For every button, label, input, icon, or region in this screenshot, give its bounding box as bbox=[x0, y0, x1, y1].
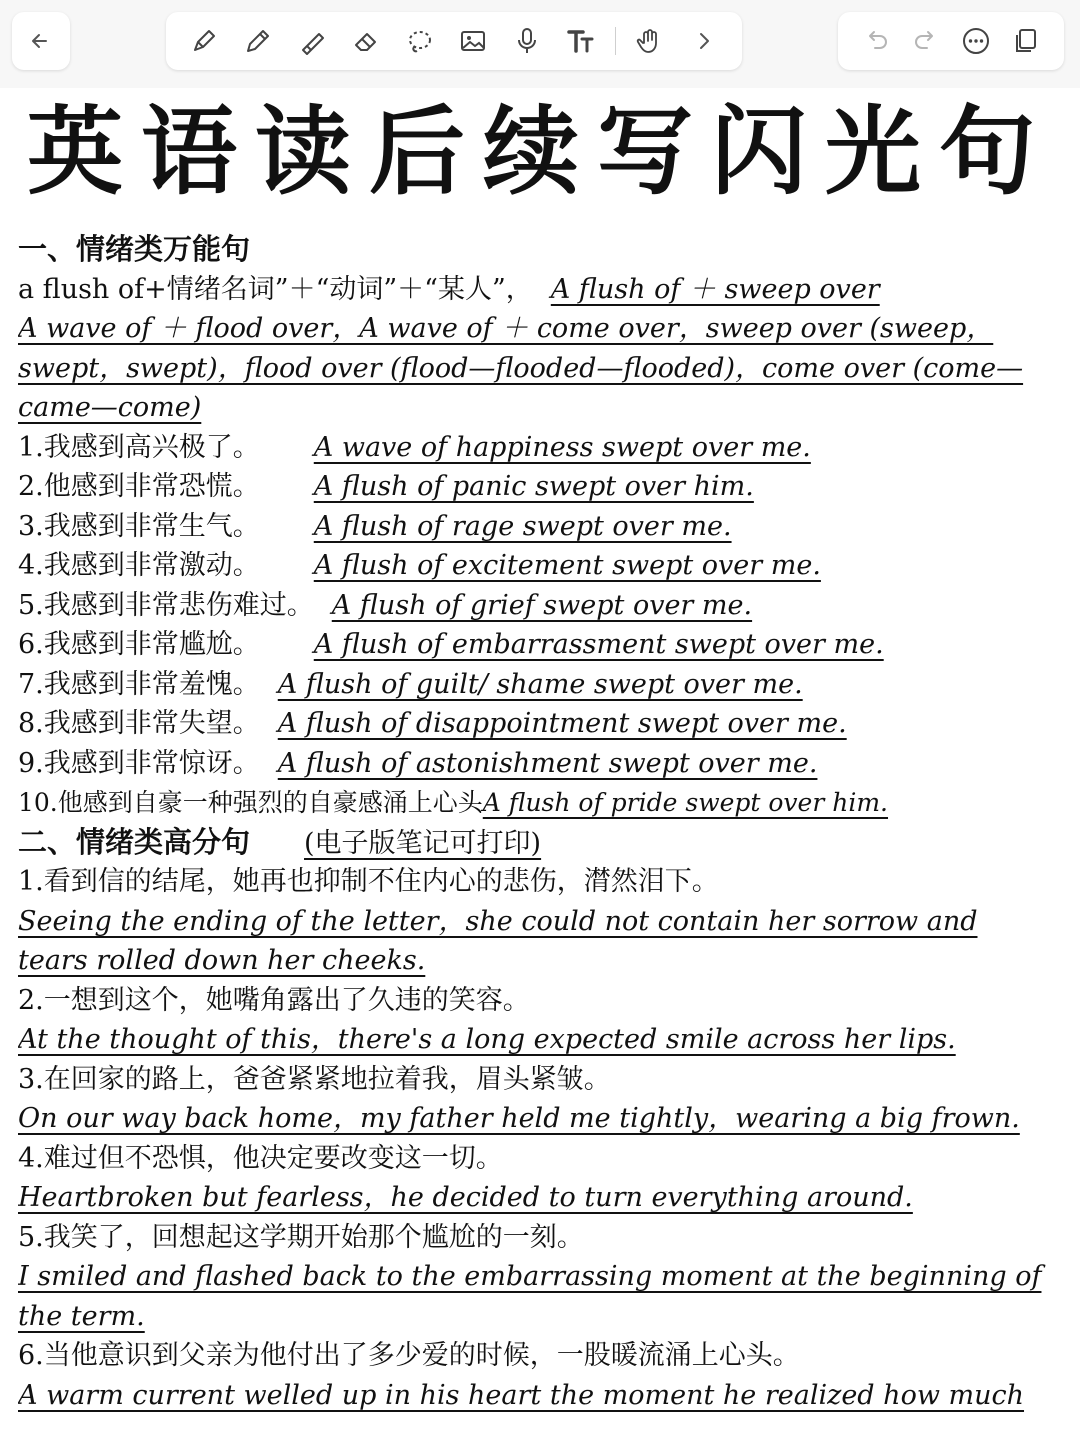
item-chinese: 10.他感到自豪一种强烈的自豪感涌上心头 bbox=[18, 788, 483, 817]
item-english: A flush of panic swept over him. bbox=[313, 471, 754, 502]
sentence-english: I smiled and flashed back to the embarrassing moment at the beginning of bbox=[18, 1261, 1042, 1292]
item-english: A flush of guilt/ shame swept over me. bbox=[277, 668, 803, 700]
intro-line: came—come) bbox=[18, 392, 202, 423]
item-chinese: 9.我感到非常惊讶。 bbox=[18, 747, 260, 779]
list-item bbox=[18, 586, 1058, 626]
lasso-icon[interactable] bbox=[400, 21, 440, 61]
text-icon[interactable] bbox=[561, 21, 601, 61]
list-item bbox=[18, 704, 1058, 744]
sentence-chinese: 5.我笑了，回想起这学期开始那个尴尬的一刻。 bbox=[18, 1221, 584, 1253]
page-title: 英语读后续写闪光句 bbox=[27, 96, 1053, 208]
image-icon[interactable] bbox=[453, 21, 493, 61]
drawing-tools bbox=[166, 12, 742, 70]
intro-line: swept，swept)，flood over (flood—flooded—flooded)，come over (come— bbox=[18, 352, 1024, 384]
list-item bbox=[18, 625, 1058, 665]
intro-line: A wave of ＋ flood over，A wave of ＋ come over，sweep over (sweep， bbox=[18, 313, 994, 344]
toolbar-divider bbox=[615, 27, 616, 55]
item-english: A flush of embarrassment swept over me. bbox=[313, 629, 884, 660]
sentence-chinese: 1.看到信的结尾，她再也抑制不住内心的悲伤，潸然泪下。 bbox=[18, 866, 719, 897]
list-item bbox=[18, 783, 1058, 823]
item-chinese: 4.我感到非常激动。 bbox=[18, 550, 260, 581]
item-english: A flush of pride swept over him. bbox=[482, 788, 889, 817]
item-english: A flush of grief swept over me. bbox=[331, 589, 753, 621]
intro-chinese: a flush of+情绪名词”＋“动词”＋“某人”， bbox=[18, 273, 533, 305]
more-icon[interactable] bbox=[956, 21, 996, 61]
pencil-icon[interactable] bbox=[238, 21, 278, 61]
note-body bbox=[18, 230, 1058, 1415]
intro-english: A flush of ＋ sweep over bbox=[550, 273, 880, 305]
printable-note: (电子版笔记可打印) bbox=[304, 827, 542, 859]
back-arrow-icon bbox=[21, 21, 61, 61]
list-item bbox=[18, 665, 1058, 705]
document-actions bbox=[838, 12, 1064, 70]
item-chinese: 6.我感到非常尴尬。 bbox=[18, 629, 260, 660]
list-item bbox=[18, 546, 1058, 586]
section-heading: 一、情绪类万能句 bbox=[18, 232, 251, 266]
item-chinese: 5.我感到非常悲伤难过。 bbox=[18, 589, 314, 621]
item-english: A flush of astonishment swept over me. bbox=[277, 747, 818, 779]
sentence-chinese: 3.在回家的路上，爸爸紧紧地拉着我，眉头紧皱。 bbox=[18, 1063, 611, 1095]
item-chinese: 1.我感到高兴极了。 bbox=[18, 431, 260, 463]
item-english: A flush of disappointment swept over me. bbox=[277, 708, 847, 739]
eraser-icon[interactable] bbox=[346, 21, 386, 61]
undo-icon[interactable] bbox=[856, 21, 896, 61]
sentence-english: Seeing the ending of the letter，she could not contain her sorrow and bbox=[18, 905, 978, 937]
highlighter-icon[interactable] bbox=[292, 21, 332, 61]
item-chinese: 8.我感到非常失望。 bbox=[18, 708, 260, 739]
section-heading: 二、情绪类高分句 bbox=[18, 824, 251, 859]
sentence-english: At the thought of this，there's a long expected smile across her lips. bbox=[18, 1024, 956, 1055]
list-item bbox=[18, 467, 1058, 507]
sentence-chinese: 2.一想到这个，她嘴角露出了久违的笑容。 bbox=[18, 984, 530, 1016]
item-english: A wave of happiness swept over me. bbox=[313, 431, 811, 463]
back-button[interactable] bbox=[12, 12, 70, 70]
list-item bbox=[18, 744, 1058, 784]
item-english: A flush of rage swept over me. bbox=[313, 510, 732, 542]
pen-icon[interactable] bbox=[184, 21, 224, 61]
intro-line bbox=[18, 270, 1058, 310]
item-chinese: 3.我感到非常生气。 bbox=[18, 510, 260, 542]
top-toolbar bbox=[0, 0, 1080, 88]
list-item bbox=[18, 507, 1058, 547]
item-chinese: 2.他感到非常恐慌。 bbox=[18, 471, 260, 502]
sentence-english: Heartbroken but fearless，he decided to turn everything around. bbox=[18, 1182, 913, 1213]
hand-icon[interactable] bbox=[630, 21, 670, 61]
item-english: A flush of excitement swept over me. bbox=[313, 550, 821, 581]
list-item bbox=[18, 428, 1058, 468]
item-chinese: 7.我感到非常羞愧。 bbox=[18, 668, 260, 700]
sentence-english: the term. bbox=[18, 1300, 145, 1332]
sentence-english: A warm current welled up in his heart the moment he realized how much bbox=[18, 1379, 1025, 1411]
pages-icon[interactable] bbox=[1006, 21, 1046, 61]
redo-icon[interactable] bbox=[906, 21, 946, 61]
microphone-icon[interactable] bbox=[507, 21, 547, 61]
section-heading-row bbox=[18, 823, 1058, 863]
sentence-english: tears rolled down her cheeks. bbox=[18, 945, 426, 976]
sentence-chinese: 4.难过但不恐惧，他决定要改变这一切。 bbox=[18, 1142, 503, 1174]
sentence-english: On our way back home，my father held me tightly，wearing a big frown. bbox=[18, 1103, 1020, 1134]
chevron-right-icon[interactable] bbox=[684, 21, 724, 61]
sentence-chinese: 6.当他意识到父亲为他付出了多少爱的时候，一股暖流涌上心头。 bbox=[18, 1340, 800, 1371]
